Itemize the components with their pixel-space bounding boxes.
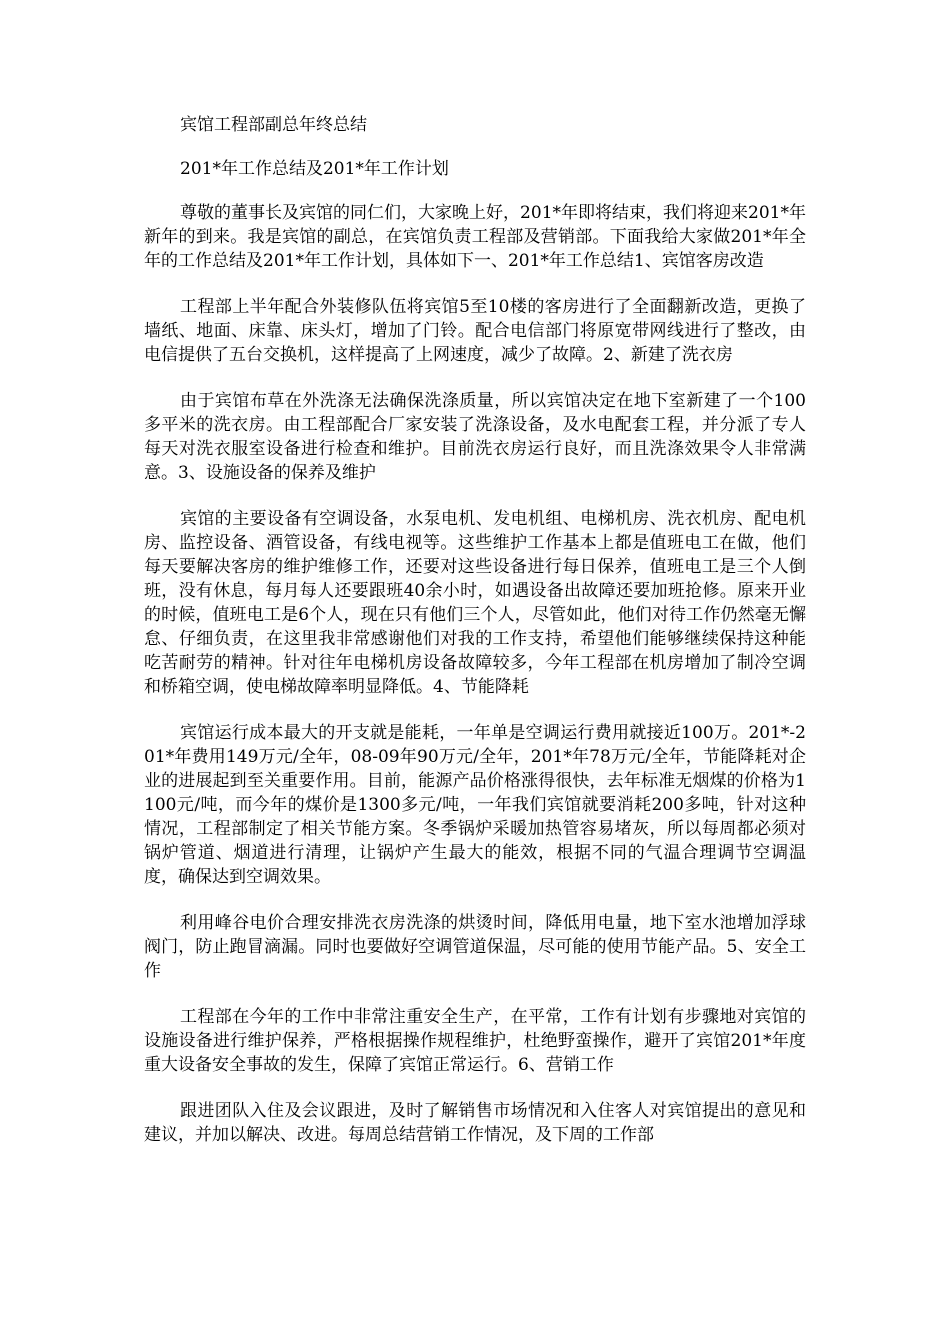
document-title: 宾馆工程部副总年终总结 [180, 115, 367, 135]
paragraph-energy-saving: 宾馆运行成本最大的开支就是能耗，一年单是空调运行费用就接近100万。201*-201*年费用149万元/全年，08-09年90万元/全年，201*年78万元/全年，节能降耗对企业的进展起到至关重要作用。目前，能源产品价格涨得很快，去年标准无烟煤的价格为1100元/吨，而今年的煤价是1300多元/吨，一年我们宾馆就要消耗200多吨，针对这种情况，工程部制定了相关节能方案。冬季锅炉采暖加热管容易堵灰，所以每周都必须对锅炉管道、烟道进行清理，让锅炉产生最大的能效，根据不同的气温合理调节空调温度，确保达到空调效果。 [144, 723, 806, 887]
document-subtitle: 201*年工作总结及201*年工作计划 [180, 159, 449, 179]
document-body [144, 113, 806, 1169]
paragraph-greeting: 尊敬的董事长及宾馆的同仁们，大家晚上好，201*年即将结束，我们将迎来201*年新年的到来。我是宾馆的副总，在宾馆负责工程部及营销部。下面我给大家做201*年全年的工作总结及201*年工作计划，具体如下一、201*年工作总结1、宾馆客房改造 [144, 203, 806, 271]
paragraph-marketing: 跟进团队入住及会议跟进，及时了解销售市场情况和入住客人对宾馆提出的意见和建议，并加以解决、改进。每周总结营销工作情况，及下周的工作部 [144, 1101, 806, 1145]
paragraph-equipment-maintenance: 宾馆的主要设备有空调设备，水泵电机、发电机组、电梯机房、洗衣机房、配电机房、监控设备、酒管设备，有线电视等。这些维护工作基本上都是值班电工在做，他们每天要解决客房的维护维修工作，还要对这些设备进行每日保养，值班电工是三个人倒班，没有休息，每月每人还要跟班40余小时，如遇设备出故障还要加班抢修。原来开业的时候，值班电工是6个人，现在只有他们三个人，尽管如此，他们对待工作仍然毫无懈怠、仔细负责，在这里我非常感谢他们对我的工作支持，希望他们能够继续保持这种能吃苦耐劳的精神。针对往年电梯机房设备故障较多，今年工程部在机房增加了制冷空调和桥箱空调，使电梯故障率明显降低。4、节能降耗 [144, 509, 806, 697]
paragraph-room-renovation: 工程部上半年配合外装修队伍将宾馆5至10楼的客房进行了全面翻新改造，更换了墙纸、地面、床靠、床头灯，增加了门铃。配合电信部门将原宽带网线进行了整改，由电信提供了五台交换机，这样提高了上网速度，减少了故障。2、新建了洗衣房 [144, 297, 806, 365]
paragraph-safety: 工程部在今年的工作中非常注重安全生产，在平常，工作有计划有步骤地对宾馆的设施设备进行维护保养，严格根据操作规程维护，杜绝野蛮操作，避开了宾馆201*年度重大设备安全事故的发生，保障了宾馆正常运行。6、营销工作 [144, 1007, 806, 1075]
paragraph-laundry: 由于宾馆布草在外洗涤无法确保洗涤质量，所以宾馆决定在地下室新建了一个100多平米的洗衣房。由工程部配合厂家安装了洗涤设备，及水电配套工程，并分派了专人每天对洗衣服室设备进行检查和维护。目前洗衣房运行良好，而且洗涤效果令人非常满意。3、设施设备的保养及维护 [144, 391, 806, 483]
paragraph-peak-valley: 利用峰谷电价合理安排洗衣房洗涤的烘烫时间，降低用电量，地下室水池增加浮球阀门，防止跑冒滴漏。同时也要做好空调管道保温，尽可能的使用节能产品。5、安全工作 [144, 913, 806, 981]
